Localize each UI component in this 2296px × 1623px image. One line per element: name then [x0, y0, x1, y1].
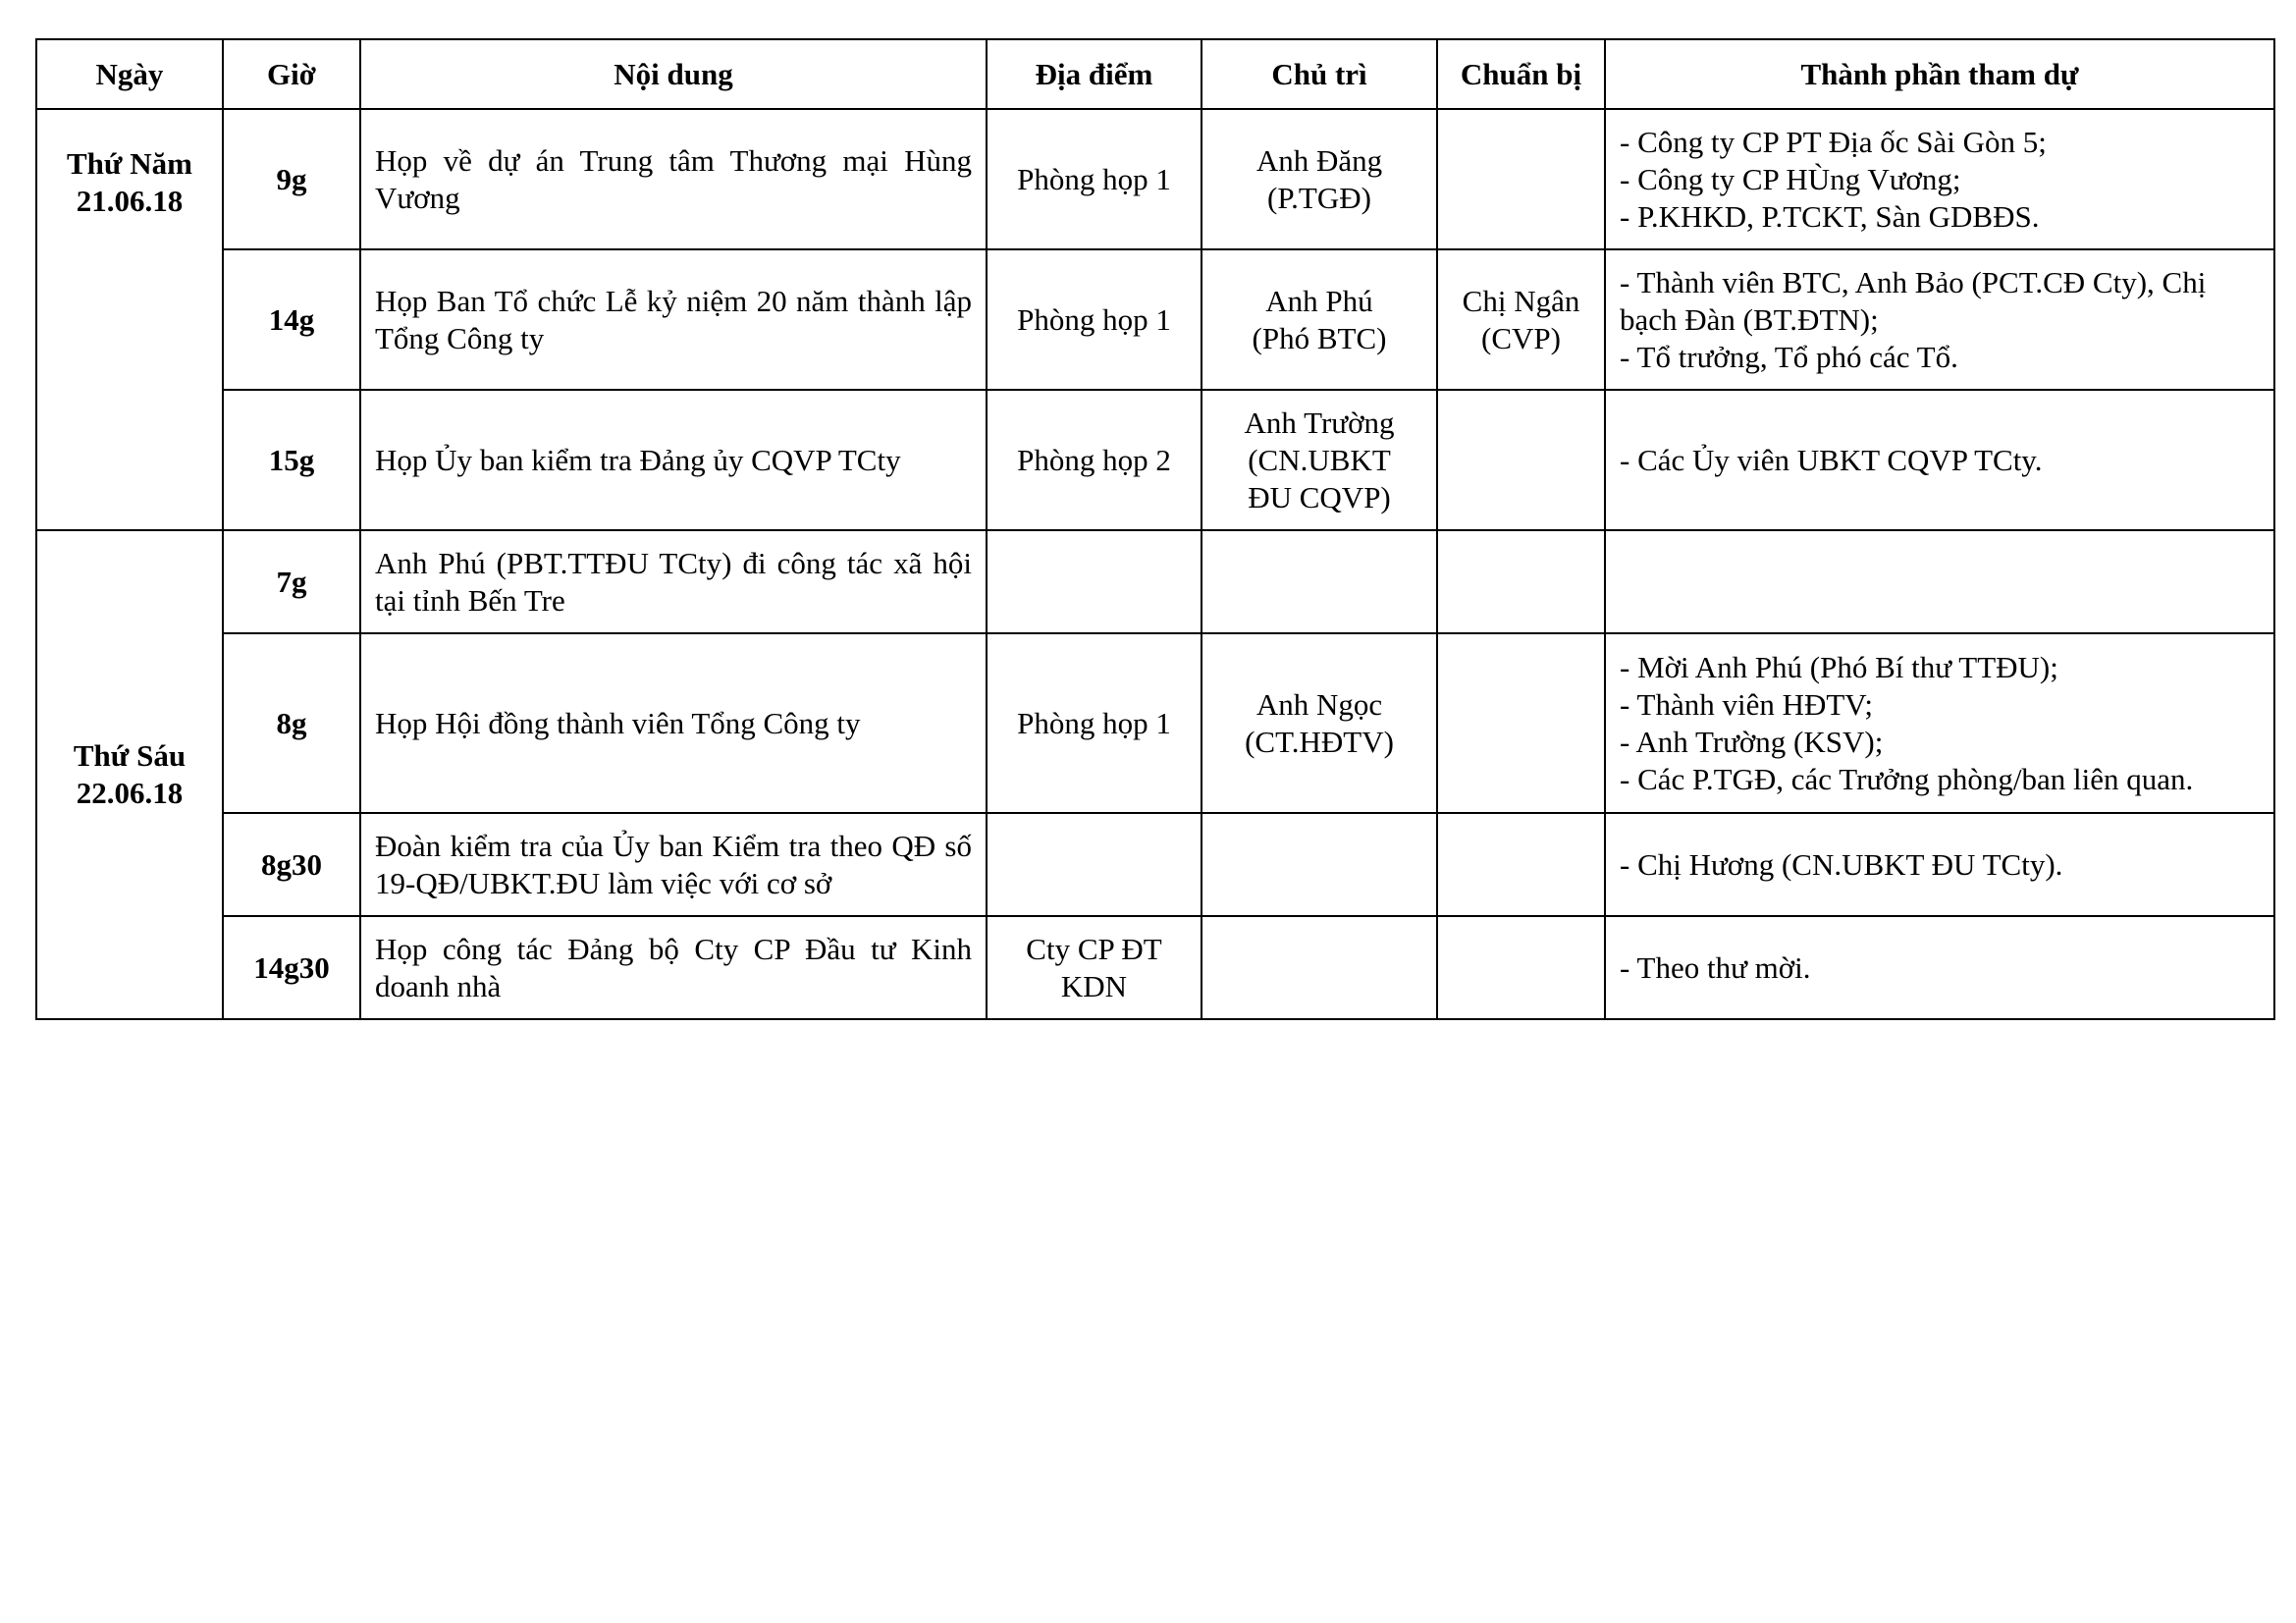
- day-date: 22.06.18: [76, 776, 184, 810]
- host-name: Anh Ngọc: [1255, 686, 1383, 722]
- prep-title: (CVP): [1481, 320, 1561, 355]
- day-name: Thứ Sáu: [73, 738, 187, 773]
- attendee-line: - Thành viên HĐTV;: [1620, 686, 1873, 722]
- attendee-line: - Công ty CP PT Địa ốc Sài Gòn 5;: [1620, 124, 2047, 159]
- attendee-line: - Anh Trường (KSV);: [1620, 724, 1884, 759]
- attendees-cell: [1605, 109, 2274, 249]
- host-title: ĐU CQVP): [1248, 479, 1391, 514]
- table-row: [36, 530, 2274, 633]
- table-row: [36, 390, 2274, 530]
- time-cell: 8g: [223, 633, 360, 813]
- prep-cell: [1437, 390, 1605, 530]
- attendee-line: - Chị Hương (CN.UBKT ĐU TCty).: [1620, 846, 2063, 882]
- header-attendees: Thành phần tham dự: [1605, 39, 2274, 109]
- host-cell: [1201, 813, 1437, 916]
- header-location: Địa điểm: [987, 39, 1201, 109]
- table-row: [36, 249, 2274, 390]
- header-time: Giờ: [223, 39, 360, 109]
- location-cell: Phòng họp 2: [987, 390, 1201, 530]
- host-cell: [1201, 916, 1437, 1019]
- table-row: [36, 633, 2274, 813]
- content-cell: Đoàn kiểm tra của Ủy ban Kiểm tra theo QĐ số 19-QĐ/UBKT.ĐU làm việc với cơ sở: [360, 813, 987, 916]
- content-cell: Họp Hội đồng thành viên Tổng Công ty: [360, 633, 987, 813]
- attendees-cell: [1605, 633, 2274, 813]
- host-title: (CT.HĐTV): [1245, 724, 1394, 759]
- attendees-cell: [1605, 916, 2274, 1019]
- prep-cell: [1437, 633, 1605, 813]
- attendees-cell: [1605, 249, 2274, 390]
- attendee-line: - Công ty CP HÙng Vương;: [1620, 161, 1961, 196]
- location-cell: [987, 530, 1201, 633]
- host-name: Anh Đăng: [1255, 142, 1383, 178]
- time-cell: 8g30: [223, 813, 360, 916]
- location-cell: Phòng họp 1: [987, 249, 1201, 390]
- header-content: Nội dung: [360, 39, 987, 109]
- content-cell: Họp công tác Đảng bộ Cty CP Đầu tư Kinh doanh nhà: [360, 916, 987, 1019]
- host-cell: [1201, 530, 1437, 633]
- time-cell: 7g: [223, 530, 360, 633]
- time-cell: 9g: [223, 109, 360, 249]
- host-cell: [1201, 633, 1437, 813]
- header-row: [36, 39, 2274, 109]
- prep-cell: [1437, 530, 1605, 633]
- day-name: Thứ Năm: [67, 146, 192, 181]
- host-title: (CN.UBKT: [1248, 442, 1391, 477]
- location-cell: [987, 813, 1201, 916]
- day-cell: [36, 109, 223, 530]
- table-row: [36, 813, 2274, 916]
- content-cell: Họp Ủy ban kiểm tra Đảng ủy CQVP TCty: [360, 390, 987, 530]
- prep-name: Chị Ngân: [1462, 283, 1580, 318]
- attendee-line: - Mời Anh Phú (Phó Bí thư TTĐU);: [1620, 649, 2058, 684]
- schedule-table: [35, 38, 2275, 1020]
- host-cell: [1201, 249, 1437, 390]
- host-name: Anh Phú: [1265, 283, 1373, 318]
- attendees-cell: [1605, 390, 2274, 530]
- attendee-line: - Các P.TGĐ, các Trưởng phòng/ban liên quan.: [1620, 761, 2194, 796]
- table-row: [36, 109, 2274, 249]
- attendee-line: - Thành viên BTC, Anh Bảo (PCT.CĐ Cty), Chị bạch Đàn (BT.ĐTN);: [1620, 264, 2207, 337]
- content-cell: Họp Ban Tổ chức Lễ kỷ niệm 20 năm thành lập Tổng Công ty: [360, 249, 987, 390]
- prep-cell: [1437, 916, 1605, 1019]
- header-date: Ngày: [36, 39, 223, 109]
- host-cell: [1201, 109, 1437, 249]
- content-cell: Họp về dự án Trung tâm Thương mại Hùng Vương: [360, 109, 987, 249]
- location-cell: Phòng họp 1: [987, 109, 1201, 249]
- host-title: (Phó BTC): [1252, 320, 1387, 355]
- prep-cell: [1437, 109, 1605, 249]
- attendee-line: - P.KHKD, P.TCKT, Sàn GDBĐS.: [1620, 198, 2040, 234]
- attendee-line: - Các Ủy viên UBKT CQVP TCty.: [1620, 442, 2043, 477]
- day-date: 21.06.18: [76, 184, 184, 218]
- host-name: Anh Trường: [1244, 405, 1395, 440]
- day-cell: [36, 530, 223, 1019]
- attendees-cell: [1605, 530, 2274, 633]
- header-host: Chủ trì: [1201, 39, 1437, 109]
- table-row: [36, 916, 2274, 1019]
- attendees-cell: [1605, 813, 2274, 916]
- prep-cell: [1437, 813, 1605, 916]
- time-cell: 14g30: [223, 916, 360, 1019]
- attendee-line: - Theo thư mời.: [1620, 949, 1811, 985]
- location-cell: Cty CP ĐT KDN: [987, 916, 1201, 1019]
- time-cell: 15g: [223, 390, 360, 530]
- time-cell: 14g: [223, 249, 360, 390]
- host-title: (P.TGĐ): [1267, 180, 1371, 215]
- header-prep: Chuẩn bị: [1437, 39, 1605, 109]
- host-cell: [1201, 390, 1437, 530]
- content-cell: Anh Phú (PBT.TTĐU TCty) đi công tác xã hội tại tỉnh Bến Tre: [360, 530, 987, 633]
- attendee-line: - Tổ trưởng, Tổ phó các Tổ.: [1620, 339, 1958, 374]
- prep-cell: [1437, 249, 1605, 390]
- location-cell: Phòng họp 1: [987, 633, 1201, 813]
